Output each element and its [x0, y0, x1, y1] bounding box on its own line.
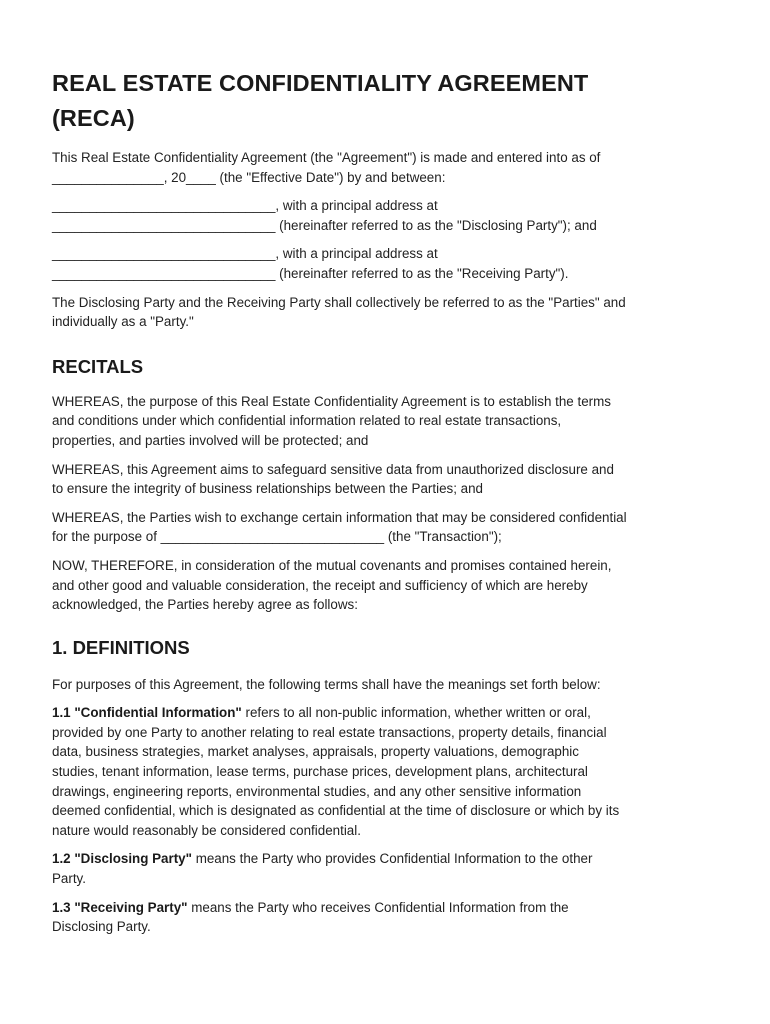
definition-line: means the Party who provides Confidential Information to the other [191, 851, 593, 867]
definition-line: drawings, engineering reports, environmental studies, and any other sensitive information [52, 783, 582, 799]
intro-paragraph [52, 148, 724, 187]
whereas-paragraph-3 [52, 508, 724, 547]
recital-line: WHEREAS, the purpose of this Real Estate Confidentiality Agreement is to establish the terms [52, 393, 611, 409]
recital-line: and other good and valuable consideration, the receipt and sufficiency of which are hereby [52, 577, 588, 593]
definition-line: refers to all non-public information, whether written or oral, [241, 705, 591, 721]
title-line-2: (RECA) [52, 105, 135, 131]
recital-line: for the purpose of ______________________________ (the "Transaction"); [52, 529, 502, 545]
parties-paragraph [52, 293, 724, 332]
recital-line: to ensure the integrity of business relationships between the Parties; and [52, 481, 483, 497]
recitals-heading: RECITALS [52, 355, 144, 377]
party-line: ______________________________, with a principal address at [52, 198, 438, 214]
document-title [52, 66, 724, 136]
definition-line: Disclosing Party. [52, 919, 151, 935]
parties-line: The Disclosing Party and the Receiving Party shall collectively be referred to as the "Parties" and [52, 294, 626, 310]
definition-line: data, business strategies, market analyses, appraisals, property valuations, demographic [52, 744, 579, 760]
receiving-party-paragraph [52, 244, 724, 283]
definition-term: 1.2 "Disclosing Party" [52, 851, 192, 867]
definition-line: studies, tenant information, lease terms, purchase prices, development plans, architectural [52, 764, 588, 780]
recital-line: and conditions under which confidential information related to real estate transactions, [52, 413, 562, 429]
document-page [52, 66, 724, 937]
recital-line: WHEREAS, the Parties wish to exchange certain information that may be considered confidential [52, 509, 627, 525]
definition-term: 1.1 "Confidential Information" [52, 705, 242, 721]
definition-line: nature would reasonably be considered confidential. [52, 822, 361, 838]
definitions-intro: For purposes of this Agreement, the following terms shall have the meanings set forth below: [52, 676, 601, 692]
party-line: ______________________________ (hereinafter referred to as the "Receiving Party"). [52, 265, 569, 281]
disclosing-party-paragraph [52, 196, 724, 235]
definition-confidential-information [52, 703, 724, 840]
definition-receiving-party [52, 898, 724, 937]
whereas-paragraph-2 [52, 460, 724, 499]
intro-line: _______________, 20____ (the "Effective Date") by and between: [52, 169, 446, 185]
definition-line: provided by one Party to another relating to real estate transactions, property details, financial [52, 724, 607, 740]
definition-disclosing-party [52, 849, 724, 888]
definition-line: Party. [52, 871, 86, 887]
parties-line: individually as a "Party." [52, 314, 194, 330]
recital-line: WHEREAS, this Agreement aims to safeguard sensitive data from unauthorized disclosure and [52, 461, 614, 477]
recital-line: NOW, THEREFORE, in consideration of the mutual covenants and promises contained herein, [52, 557, 612, 573]
definition-line: means the Party who receives Confidential Information from the [187, 899, 569, 915]
whereas-paragraph-1 [52, 392, 724, 451]
now-therefore-paragraph [52, 556, 724, 615]
party-line: ______________________________ (hereinafter referred to as the "Disclosing Party"); and [52, 217, 597, 233]
intro-line: This Real Estate Confidentiality Agreement (the "Agreement") is made and entered into as of [52, 150, 601, 165]
recital-line: properties, and parties involved will be protected; and [52, 432, 369, 448]
title-line-1: REAL ESTATE CONFIDENTIALITY AGREEMENT [52, 70, 589, 96]
definition-line: deemed confidential, which is designated as confidential at the time of disclosure or which by its [52, 803, 620, 819]
definition-term: 1.3 "Receiving Party" [52, 899, 188, 915]
party-line: ______________________________, with a principal address at [52, 246, 438, 262]
recital-line: acknowledged, the Parties hereby agree as follows: [52, 597, 358, 613]
definitions-heading: 1. DEFINITIONS [52, 636, 190, 658]
